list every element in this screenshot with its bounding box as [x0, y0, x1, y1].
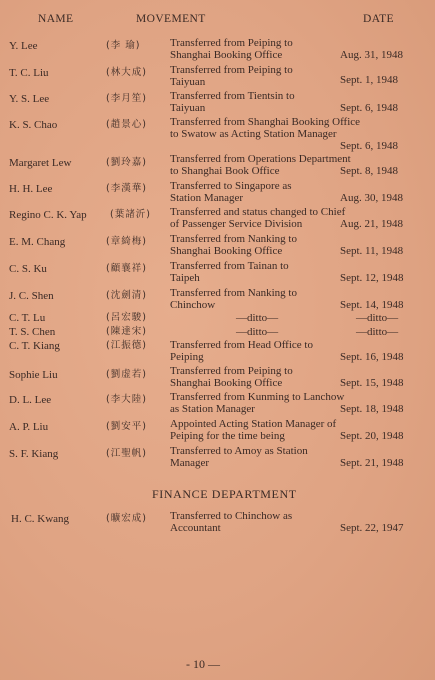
person-name: C. T. Kiang	[9, 340, 60, 352]
movement-line-1: Transferred from Peiping to	[170, 365, 293, 377]
chinese-name: (呂宏駿)	[106, 312, 147, 323]
movement-line-1: Transferred from Tientsin to	[170, 90, 295, 102]
movement-line-1: Transferred from Peiping to	[170, 37, 293, 49]
person-name: T. S. Chen	[9, 326, 56, 338]
ditto-mark: —ditto—	[356, 326, 399, 338]
person-name: A. P. Liu	[9, 421, 49, 433]
chinese-name: (趙景心)	[106, 119, 147, 130]
movement-line-1: Appointed Acting Station Manager of	[170, 418, 337, 430]
personnel-entry	[0, 418, 435, 444]
personnel-entry	[0, 391, 435, 417]
person-name: K. S. Chao	[9, 119, 58, 131]
movement-line-2: Taiyuan	[170, 102, 206, 114]
movement-date: Sept. 22, 1947	[340, 522, 404, 534]
person-name: H. C. Kwang	[11, 513, 70, 525]
movement-line-1: Transferred from Kunming to Lanchow	[170, 391, 345, 403]
ditto-mark: —ditto—	[236, 312, 279, 324]
column-header-name: NAME	[38, 13, 74, 25]
personnel-entry	[0, 180, 435, 206]
ditto-mark: —ditto—	[236, 326, 279, 338]
movement-line-2: Taipeh	[170, 272, 200, 284]
movement-line-1: Transferred from Head Office to	[170, 339, 313, 351]
movement-line-1: Transferred from Nanking to	[170, 287, 297, 299]
ditto-mark: —ditto—	[356, 312, 399, 324]
movement-line-2: Shanghai Booking Office	[170, 49, 283, 61]
movement-line-2: Shanghai Booking Office	[170, 245, 283, 257]
chinese-name: (李漢華)	[106, 183, 147, 194]
chinese-name: (沈劍清)	[106, 290, 147, 301]
personnel-entry	[0, 64, 435, 90]
person-name: Margaret Lew	[9, 157, 72, 169]
movement-date: Sept. 21, 1948	[340, 457, 404, 469]
chinese-name: (曠宏成)	[106, 513, 147, 524]
movement-line-1: Transferred from Shanghai Booking Office	[170, 116, 361, 128]
movement-line-2: Taiyuan	[170, 76, 206, 88]
movement-date: Aug. 31, 1948	[340, 49, 403, 61]
movement-line-2: Shanghai Booking Office	[170, 377, 283, 389]
person-name: Sophie Liu	[9, 369, 58, 381]
personnel-entry	[0, 153, 435, 179]
column-header-movement: MOVEMENT	[136, 13, 206, 25]
movement-line-1: Transferred and status changed to Chief	[170, 206, 346, 218]
chinese-name: (李月笙)	[106, 93, 147, 104]
chinese-name: (陳達宋)	[106, 326, 147, 337]
movement-date: Sept. 15, 1948	[340, 377, 404, 389]
person-name: D. L. Lee	[9, 394, 52, 406]
personnel-entry	[0, 339, 435, 365]
personnel-entry	[0, 116, 435, 152]
page-number: - 10 —	[186, 657, 220, 671]
movement-line-1: Transferred to Chinchow as	[170, 510, 293, 522]
movement-date: Aug. 21, 1948	[340, 218, 403, 230]
personnel-entry	[0, 445, 435, 471]
chinese-name: (江振德)	[106, 340, 147, 351]
movement-line-1: Transferred from Operations Department	[170, 153, 351, 165]
person-name: C. T. Lu	[9, 312, 46, 324]
movement-date: Sept. 11, 1948	[340, 245, 404, 257]
person-name: H. H. Lee	[9, 183, 53, 195]
movement-line-1: Transferred from Nanking to	[170, 233, 297, 245]
movement-line-2: of Passenger Service Division	[170, 218, 303, 230]
personnel-entry	[0, 326, 435, 339]
movement-line-2: Peiping	[170, 351, 204, 363]
chinese-name: (劉虚若)	[106, 369, 147, 380]
person-name: Y. Lee	[9, 40, 38, 52]
movement-date: Sept. 8, 1948	[340, 165, 399, 177]
person-name: S. F. Kiang	[9, 448, 59, 460]
person-name: T. C. Liu	[9, 67, 49, 79]
movement-line-1: Transferred to Singapore as	[170, 180, 292, 192]
column-header-date: DATE	[363, 13, 394, 25]
movement-date: Sept. 20, 1948	[340, 430, 404, 442]
personnel-entry	[0, 206, 435, 232]
personnel-entry	[0, 287, 435, 313]
personnel-entry	[0, 233, 435, 259]
movement-line-2: to Swatow as Acting Station Manager	[170, 128, 337, 140]
movement-line-2: Accountant	[170, 522, 221, 534]
personnel-entry	[0, 90, 435, 116]
movement-date: Sept. 14, 1948	[340, 299, 404, 311]
person-name: Y. S. Lee	[9, 93, 50, 105]
chinese-name: (顧襄祥)	[106, 263, 147, 274]
movement-date: Sept. 6, 1948	[340, 140, 399, 152]
movement-line-2: as Station Manager	[170, 403, 255, 415]
chinese-name: (劉安平)	[106, 421, 147, 432]
person-name: E. M. Chang	[9, 236, 66, 248]
movement-date: Sept. 18, 1948	[340, 403, 404, 415]
chinese-name: (林大成)	[106, 67, 147, 78]
person-name: Regino C. K. Yap	[9, 209, 87, 221]
section-title: FINANCE DEPARTMENT	[152, 487, 297, 501]
chinese-name: (江聖帆)	[106, 448, 147, 459]
movement-line-2: Manager	[170, 457, 210, 469]
movement-date: Sept. 1, 1948	[340, 74, 399, 86]
chinese-name: (葉諸沂)	[110, 209, 151, 220]
movement-line-2: Station Manager	[170, 192, 244, 204]
personnel-entry	[0, 365, 435, 391]
movement-line-2: Peiping for the time being	[170, 430, 285, 442]
personnel-entry	[0, 510, 435, 536]
movement-line-1: Transferred from Peiping to	[170, 64, 293, 76]
movement-line-1: Transferred to Amoy as Station	[170, 445, 308, 457]
movement-date: Aug. 30, 1948	[340, 192, 403, 204]
personnel-entry	[0, 260, 435, 286]
movement-line-1: Transferred from Tainan to	[170, 260, 289, 272]
movement-date: Sept. 12, 1948	[340, 272, 404, 284]
personnel-entry	[0, 312, 435, 325]
movement-date: Sept. 6, 1948	[340, 102, 399, 114]
movement-line-2: Chinchow	[170, 299, 216, 311]
chinese-name: (李大陸)	[106, 394, 147, 405]
person-name: J. C. Shen	[9, 290, 54, 302]
chinese-name: (劉玲嘉)	[106, 157, 147, 168]
chinese-name: (李 瑜)	[106, 40, 141, 51]
movement-date: Sept. 16, 1948	[340, 351, 404, 363]
person-name: C. S. Ku	[9, 263, 47, 275]
personnel-entry	[0, 37, 435, 63]
movement-line-2: to Shanghai Book Office	[170, 165, 280, 177]
chinese-name: (章綺梅)	[106, 236, 147, 247]
